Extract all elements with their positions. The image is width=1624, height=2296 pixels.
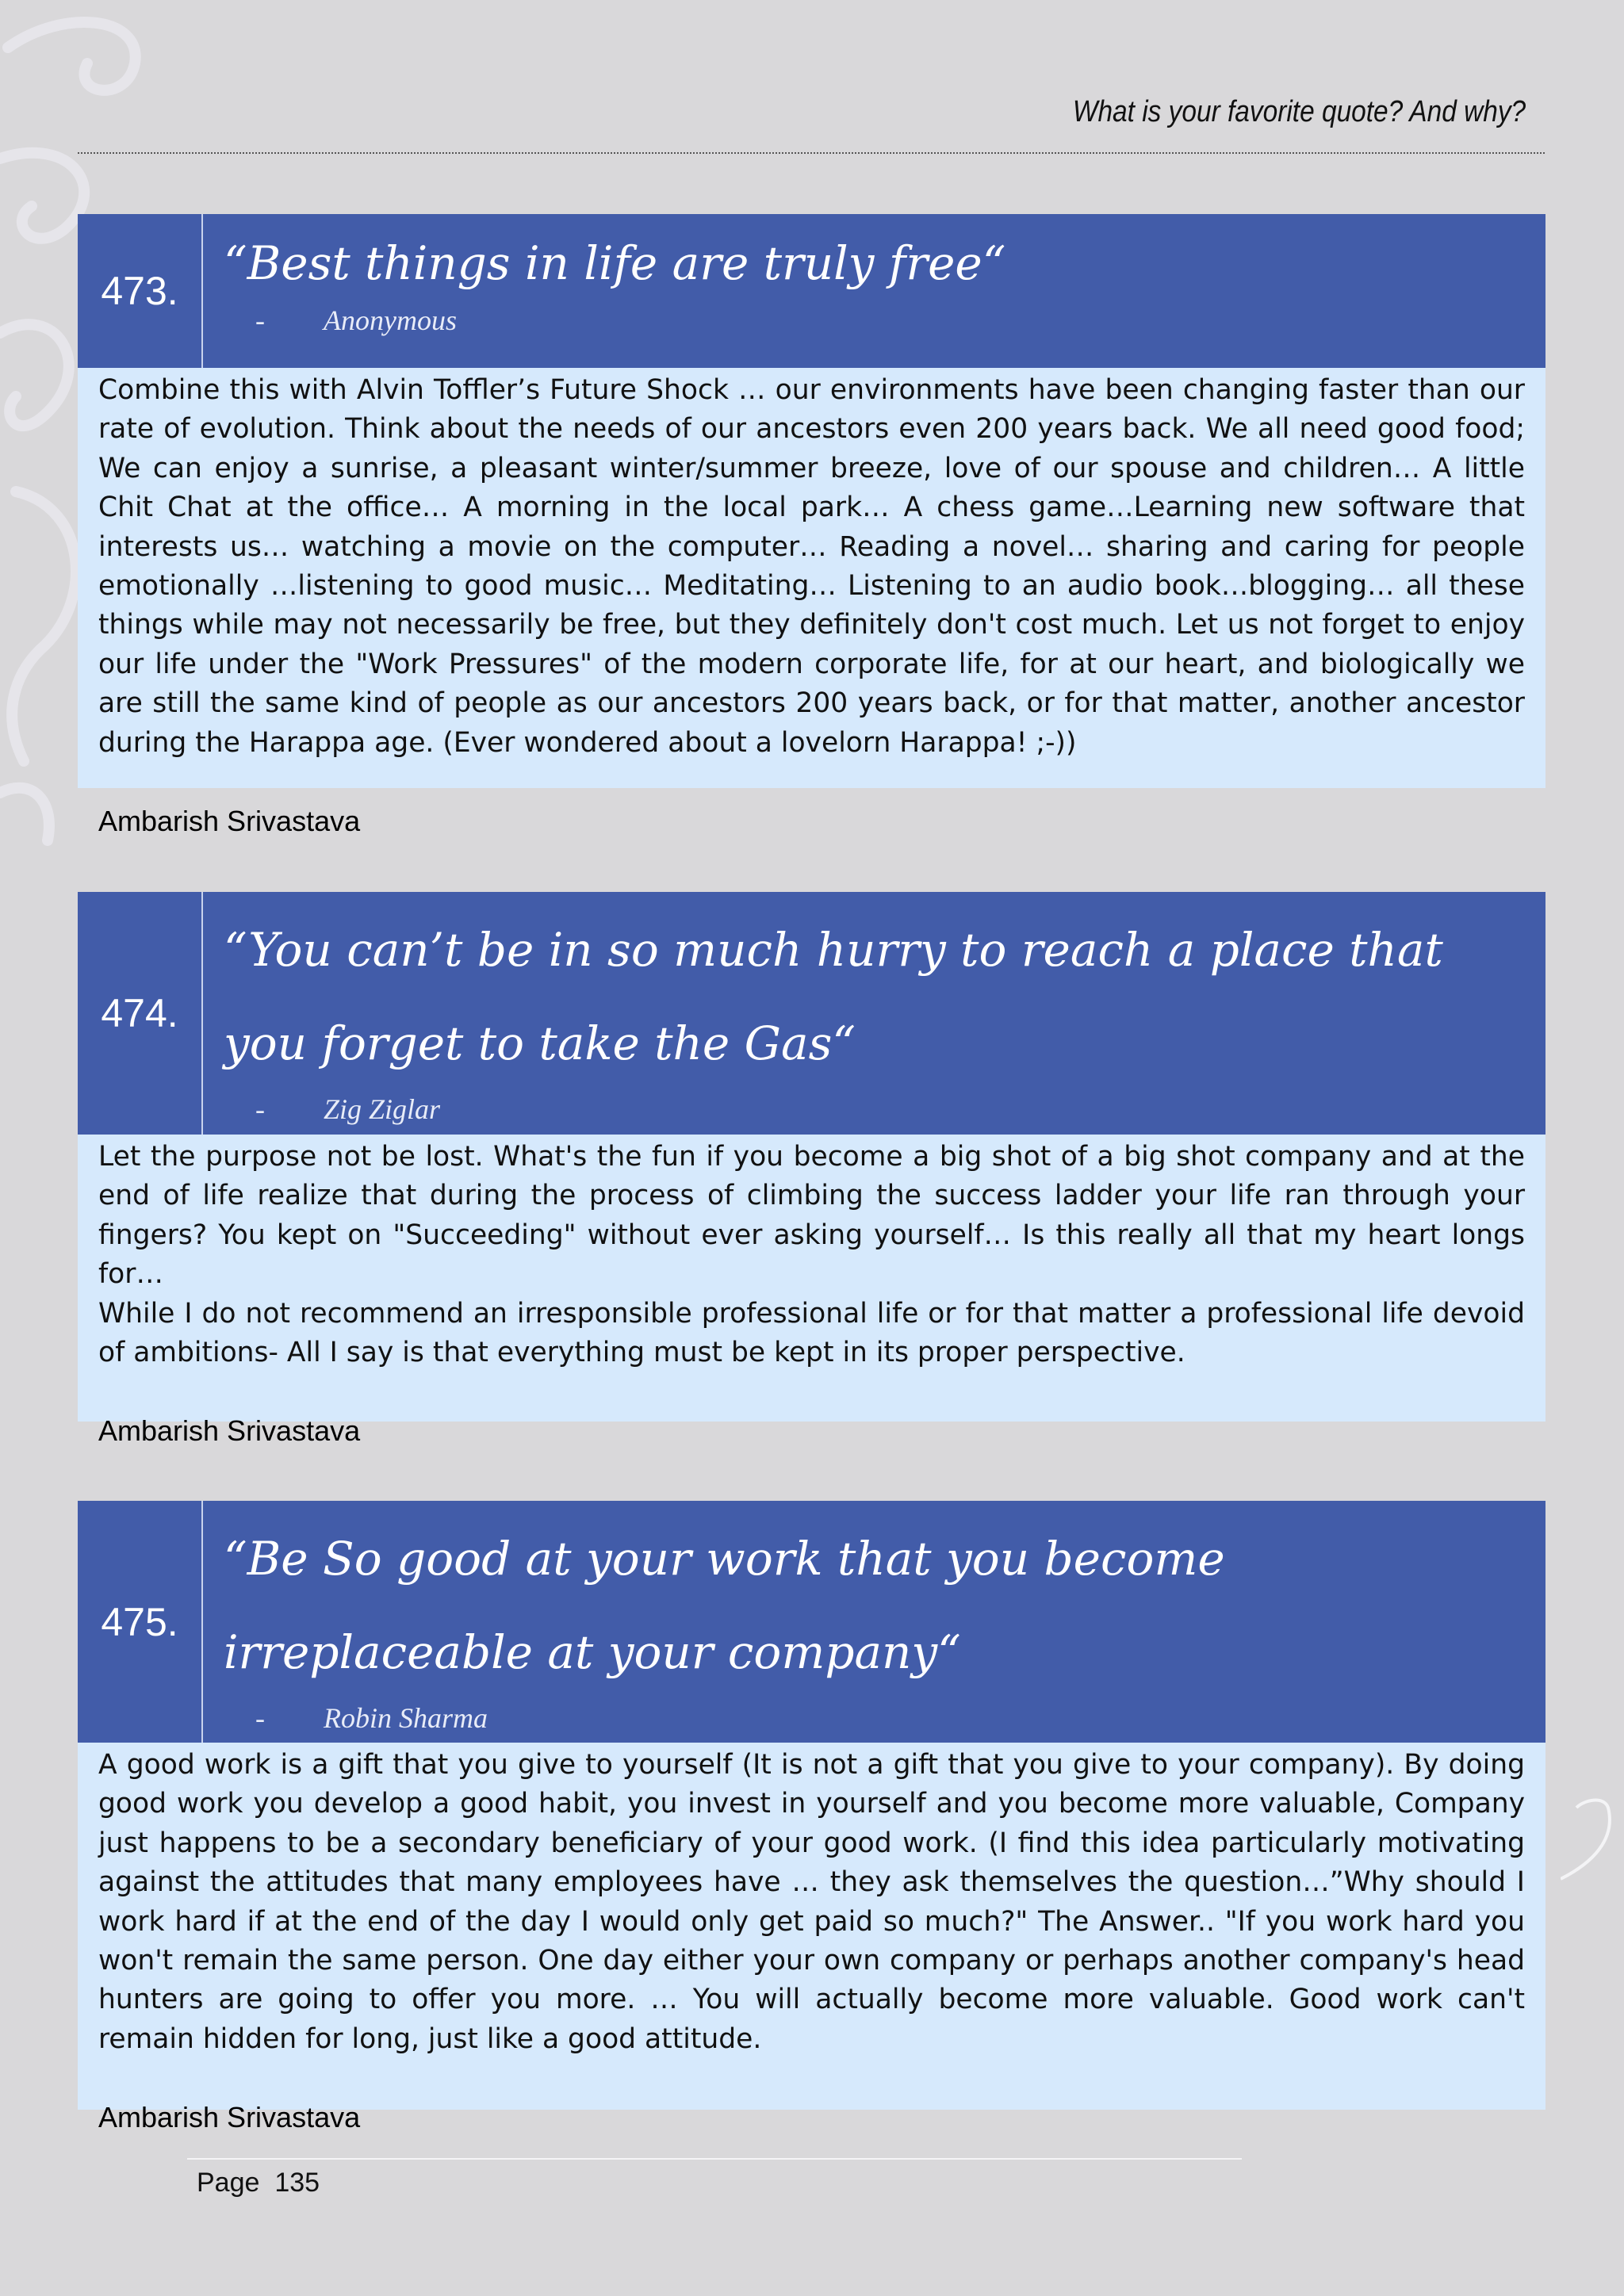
page-number: 135 xyxy=(274,2168,320,2198)
entry-number: 474. xyxy=(78,892,203,1135)
body-paragraph: A good work is a gift that you give to yourself (It is not a gift that you give to your company). By doing good work you develop a good habit, you invest in yourself and you become more valuable, Company just happens to be a secondary beneficiary of your good work. (I find this idea particularly motivating against the attitudes that many employees have … they ask themselves the question…”Why should I work hard if at the end of the day I would only get paid so much?" The Answer.. "If you work hard you won't remain the same person. One day either your own company or perhaps another company's head hunters are going to offer you more. … You will actually become more valuable. Good work can't remain hidden for long, just like a good attitude. xyxy=(98,1749,1525,2055)
author-dash: - xyxy=(255,304,265,336)
entry-number: 473. xyxy=(78,214,203,368)
quote-entry-475 xyxy=(78,1501,1545,2134)
page-footer xyxy=(197,2168,320,2198)
quote-header xyxy=(78,1501,1545,1743)
decorative-corner-swirl xyxy=(1561,1792,1624,1887)
entry-body xyxy=(78,368,1545,838)
signature: Ambarish Srivastava xyxy=(98,1414,361,1448)
body-paragraph: Let the purpose not be lost. What's the fun if you become a big shot of a big shot company and at the end of life realize that during the process of climbing the success ladder your life ran through your fingers? You kept on "Succeeding" without ever asking yourself… Is this really all that my heart longs for… xyxy=(98,1141,1525,1291)
quote-header xyxy=(78,214,1545,368)
quote-block xyxy=(203,892,1545,1135)
author-name: Robin Sharma xyxy=(324,1702,488,1734)
signature: Ambarish Srivastava xyxy=(98,2101,361,2134)
quote-entry-473 xyxy=(78,214,1545,838)
body-paragraph: Combine this with Alvin Toffler’s Future Shock … our environments have been changing faster than our rate of evolution. Think about the needs of our ancestors even 200 years back. We all need good food; We can enjoy a sunrise, a pleasant winter/summer breeze, love of our spouse and children… A little Chit Chat at the office… A morning in the local park… A chess game…Learning new software that interests us… watching a movie on the computer… Reading a novel… sharing and caring for people emotionally …listening to good music… Meditating… Listening to an audio book…blogging… all these things while may not necessarily be free, but they definitely don't cost much. Let us not forget to enjoy our life under the "Work Pressures" of the modern corporate life, for at our heart, and biologically we are still the same kind of people as our ancestors 200 years back, or for that matter, another ancestor during the Harappa age. (Ever wondered about a lovelorn Harappa! ;-)) xyxy=(98,374,1525,759)
quote-block xyxy=(203,1501,1545,1743)
entry-body xyxy=(78,1743,1545,2134)
page-header xyxy=(78,95,1545,154)
footer-divider xyxy=(187,2158,1242,2160)
page-label: Page xyxy=(197,2168,260,2198)
quote-author xyxy=(224,301,1528,339)
quote-text: “You can’t be in so much hurry to reach a place that you forget to take the Gas“ xyxy=(224,923,1443,1070)
header-title: What is your favorite quote? And why? xyxy=(1072,95,1526,128)
quote-author xyxy=(224,1699,1528,1737)
quote-header xyxy=(78,892,1545,1135)
entry-body xyxy=(78,1135,1545,1448)
quote-text: “Best things in life are truly free“ xyxy=(224,236,1006,290)
body-paragraph: While I do not recommend an irresponsible professional life or for that matter a professional life devoid of ambitions- All I say is that everything must be kept in its proper perspective. xyxy=(98,1297,1525,1369)
author-name: Zig Ziglar xyxy=(324,1093,441,1125)
quote-entry-474 xyxy=(78,892,1545,1448)
signature: Ambarish Srivastava xyxy=(98,805,361,838)
author-dash: - xyxy=(255,1093,265,1125)
author-dash: - xyxy=(255,1702,265,1734)
quote-author xyxy=(224,1090,1528,1128)
author-name: Anonymous xyxy=(324,304,457,336)
entry-number: 475. xyxy=(78,1501,203,1743)
quote-block xyxy=(203,214,1545,368)
quote-text: “Be So good at your work that you become irreplaceable at your company“ xyxy=(224,1532,1225,1679)
